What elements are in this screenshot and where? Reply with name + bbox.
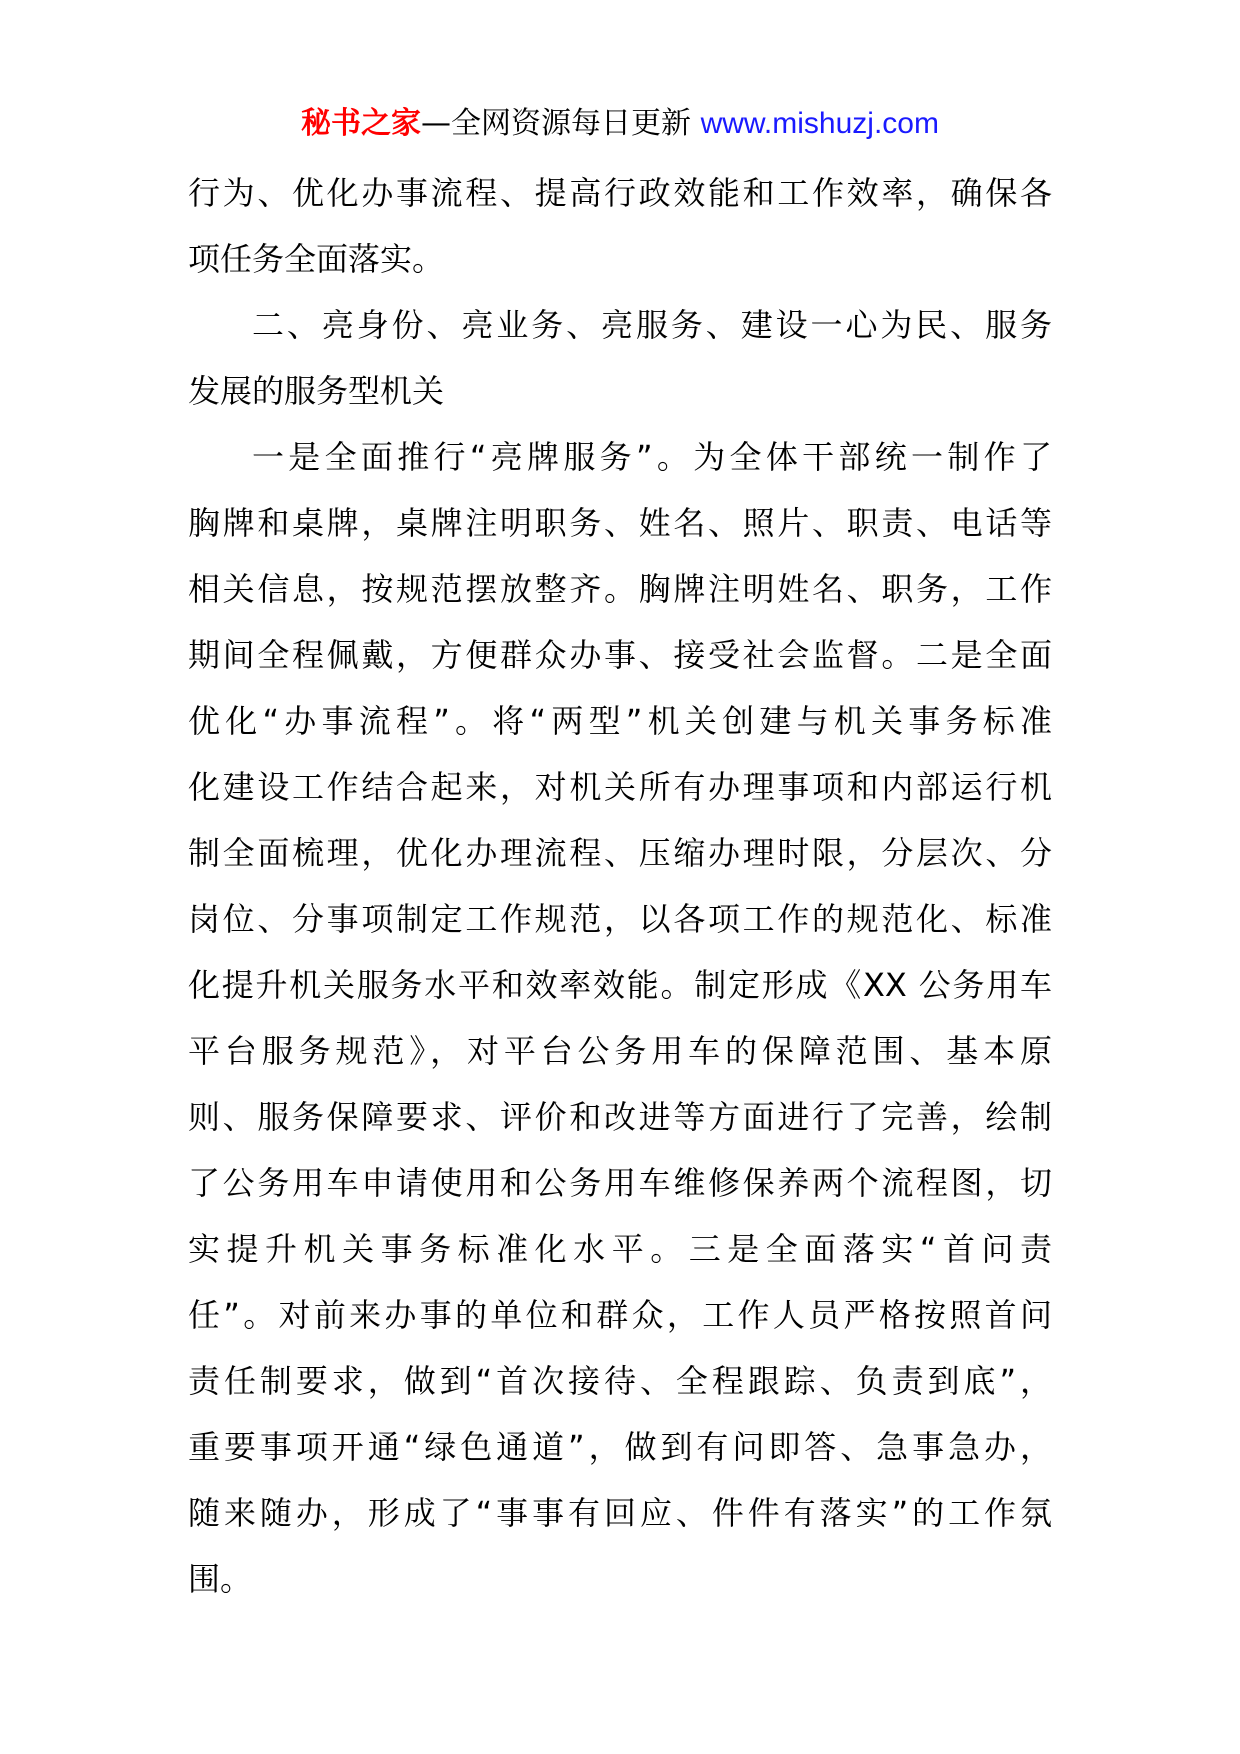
text-line: 相关信息，按规范摆放整齐。胸牌注明姓名、职务，工作 (188, 570, 1052, 608)
text-line: 任”。对前来办事的单位和群众，工作人员严格按照首问 (188, 1296, 1052, 1334)
text-line: 责任制要求，做到“首次接待、全程跟踪、负责到底”， (188, 1362, 1052, 1400)
text-line: 优化“办事流程”。将“两型”机关创建与机关事务标准 (188, 702, 1052, 740)
document-body (188, 160, 1052, 1612)
text-line: 重要事项开通“绿色通道”，做到有问即答、急事急办， (188, 1428, 1052, 1466)
text-line: 化建设工作结合起来，对机关所有办理事项和内部运行机 (188, 768, 1052, 806)
header-url-link[interactable]: www.mishuzj.com (700, 107, 939, 140)
text-line: 期间全程佩戴，方便群众办事、接受社会监督。二是全面 (188, 636, 1052, 674)
text-line: 制全面梳理，优化办理流程、压缩办理时限，分层次、分 (188, 834, 1052, 872)
section-heading-line: 发展的服务型机关 (188, 372, 445, 410)
section-heading-line: 二、亮身份、亮业务、亮服务、建设一心为民、服务 (252, 306, 1052, 344)
text-line: 一是全面推行“亮牌服务”。为全体干部统一制作了 (252, 438, 1052, 476)
text-line: 平台服务规范》，对平台公务用车的保障范围、基本原 (188, 1032, 1052, 1070)
text-line: 岗位、分事项制定工作规范，以各项工作的规范化、标准 (188, 900, 1052, 938)
text-line: 则、服务保障要求、评价和改进等方面进行了完善，绘制 (188, 1098, 1052, 1136)
text-line: 行为、优化办事流程、提高行政效能和工作效率，确保各 (188, 174, 1052, 212)
text-line: 了公务用车申请使用和公务用车维修保养两个流程图，切 (188, 1164, 1052, 1202)
text-line: 化提升机关服务水平和效率效能。制定形成《XX 公务用车 (188, 966, 1052, 1004)
header-brand: 秘书之家 (301, 106, 422, 141)
text-line: 胸牌和桌牌，桌牌注明职务、姓名、照片、职责、电话等 (188, 504, 1052, 542)
text-line: 围。 (188, 1560, 253, 1598)
text-line: 随来随办，形成了“事事有回应、件件有落实”的工作氛 (188, 1494, 1052, 1532)
page-header (0, 100, 1240, 148)
text-line: 实提升机关事务标准化水平。三是全面落实“首问责 (188, 1230, 1052, 1268)
text-line: 项任务全面落实。 (188, 240, 445, 278)
header-tagline: —全网资源每日更新 (421, 106, 692, 141)
